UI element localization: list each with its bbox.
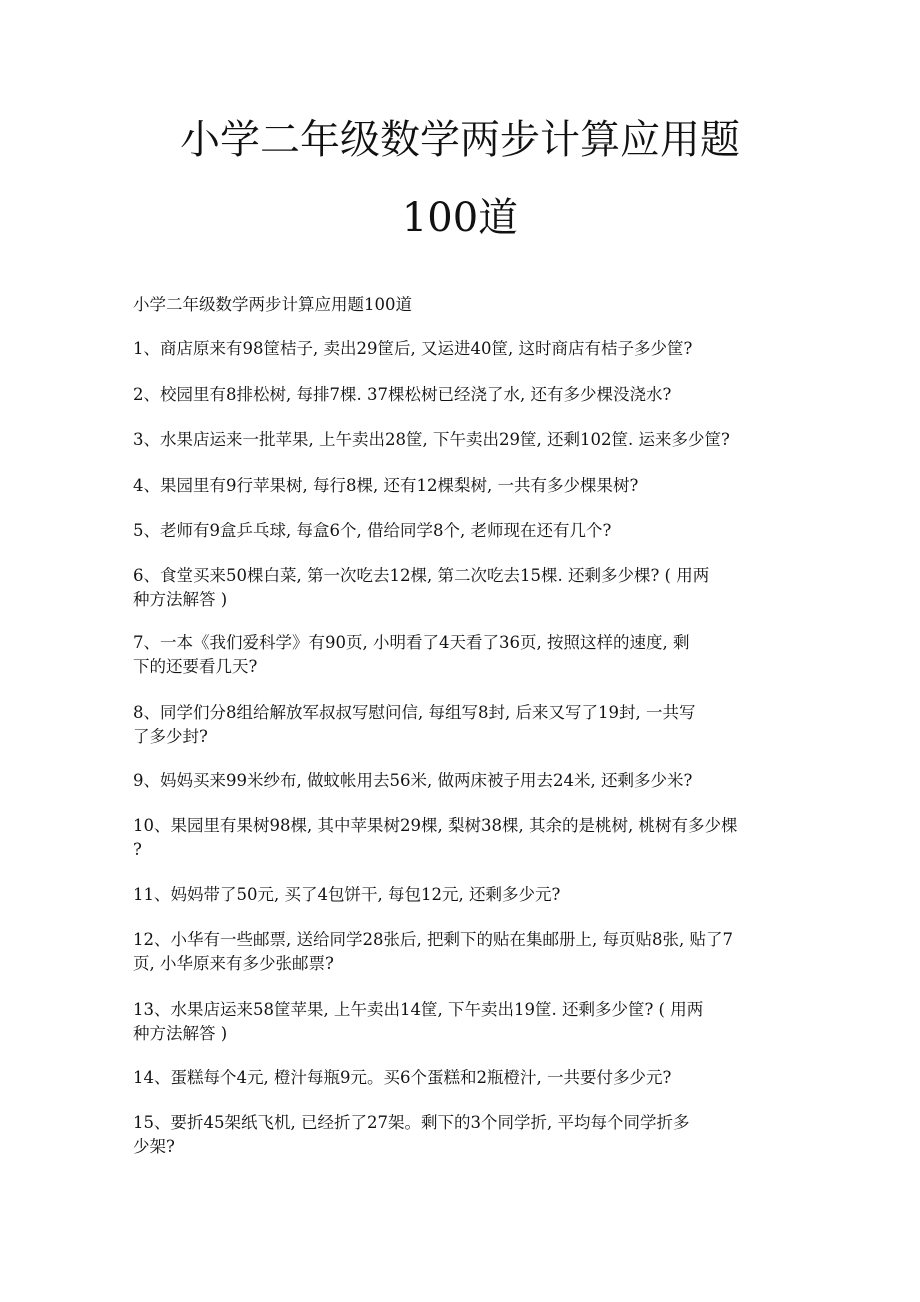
document-subtitle: 小学二年级数学两步计算应用题100道 <box>133 295 412 314</box>
question-line: 10、果园里有果树98棵, 其中苹果树29棵, 梨树38棵, 其余的是桃树, 桃树有多少棵 <box>133 816 738 835</box>
question-item <box>133 337 692 361</box>
question-item <box>133 519 611 543</box>
question-line: 种方法解答 ) <box>133 590 228 609</box>
question-line: 6、食堂买来50棵白菜, 第一次吃去12棵, 第二次吃去15棵. 还剩多少棵? ( 用两 <box>133 566 710 585</box>
question-item <box>133 1066 671 1090</box>
question-line: 12、小华有一些邮票, 送给同学28张后, 把剩下的贴在集邮册上, 每页贴8张, 贴了7 <box>133 930 733 949</box>
question-item <box>133 701 695 749</box>
question-line: 9、妈妈买来99米纱布, 做蚊帐用去56米, 做两床被子用去24米, 还剩多少米? <box>133 771 693 790</box>
question-item <box>133 883 560 907</box>
question-line: 下的还要看几天? <box>133 657 258 676</box>
question-item <box>133 564 709 612</box>
question-item <box>133 1111 689 1159</box>
question-line: 11、妈妈带了50元, 买了4包饼干, 每包12元, 还剩多少元? <box>133 885 561 904</box>
question-line: 13、水果店运来58筐苹果, 上午卖出14筐, 下午卖出19筐. 还剩多少筐? ( 用两 <box>133 1000 704 1019</box>
question-line: 页, 小华原来有多少张邮票? <box>133 954 334 973</box>
question-line: 少架? <box>133 1137 175 1156</box>
question-item <box>133 998 703 1046</box>
question-item <box>133 814 737 862</box>
question-line: 3、水果店运来一批苹果, 上午卖出28筐, 下午卖出29筐, 还剩102筐. 运来多少筐? <box>133 430 730 449</box>
question-line: 4、果园里有9行苹果树, 每行8棵, 还有12棵梨树, 一共有多少棵果树? <box>133 476 639 495</box>
question-item <box>133 383 671 407</box>
question-line: 1、商店原来有98筐桔子, 卖出29筐后, 又运进40筐, 这时商店有桔子多少筐? <box>133 339 693 358</box>
document-title-line-2: 100道 <box>401 195 519 241</box>
question-line: 种方法解答 ) <box>133 1024 228 1043</box>
question-item <box>133 769 692 793</box>
question-item <box>133 474 638 498</box>
question-item <box>133 631 689 679</box>
question-line: 15、要折45架纸飞机, 已经折了27架。剩下的3个同学折, 平均每个同学折多 <box>133 1113 690 1132</box>
document-title-line-1: 小学二年级数学两步计算应用题 <box>180 117 740 163</box>
question-line: 14、蛋糕每个4元, 橙汁每瓶9元。买6个蛋糕和2瓶橙汁, 一共要付多少元? <box>133 1068 672 1087</box>
question-item <box>133 428 730 452</box>
question-line: 2、校园里有8排松树, 每排7棵. 37棵松树已经浇了水, 还有多少棵没浇水? <box>133 385 672 404</box>
question-item <box>133 928 733 976</box>
question-line: 了多少封? <box>133 727 208 746</box>
question-line: 5、老师有9盒乒乓球, 每盒6个, 借给同学8个, 老师现在还有几个? <box>133 521 612 540</box>
question-line: 8、同学们分8组给解放军叔叔写慰问信, 每组写8封, 后来又写了19封, 一共写 <box>133 703 696 722</box>
question-line: ? <box>133 840 142 859</box>
question-line: 7、一本《我们爱科学》有90页, 小明看了4天看了36页, 按照这样的速度, 剩 <box>133 633 690 652</box>
